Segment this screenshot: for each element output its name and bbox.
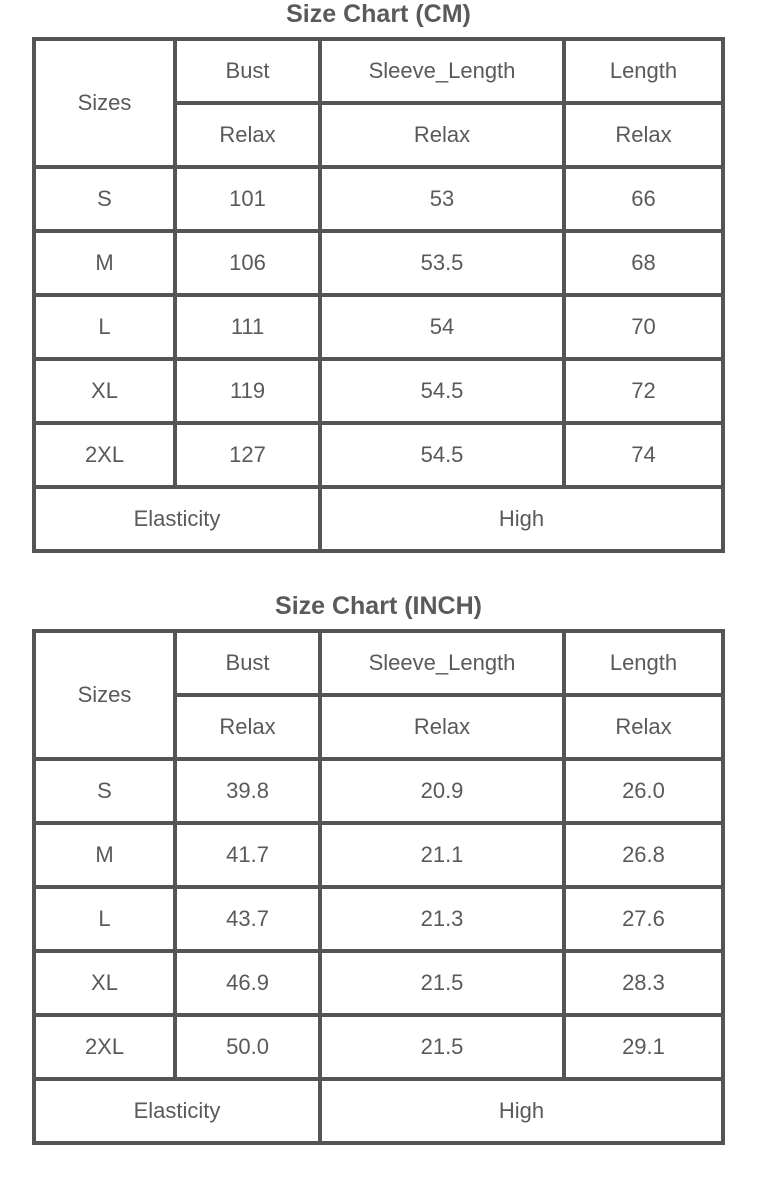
sleeve-cell: 54.5 xyxy=(320,359,564,423)
size-cell: M xyxy=(34,231,175,295)
table-row xyxy=(34,887,723,951)
sleeve-cell: 54 xyxy=(320,295,564,359)
table-row xyxy=(34,295,723,359)
bust-cell: 50.0 xyxy=(175,1015,320,1079)
length-cell: 72 xyxy=(564,359,723,423)
table-header-row xyxy=(34,631,723,695)
length-cell: 70 xyxy=(564,295,723,359)
sleeve-cell: 21.5 xyxy=(320,1015,564,1079)
sizes-header: Sizes xyxy=(34,39,175,167)
elasticity-label: Elasticity xyxy=(34,487,320,551)
length-header: Length xyxy=(564,631,723,695)
bust-subheader: Relax xyxy=(175,695,320,759)
sleeve-cell: 21.5 xyxy=(320,951,564,1015)
bust-cell: 41.7 xyxy=(175,823,320,887)
length-subheader: Relax xyxy=(564,695,723,759)
table-row xyxy=(34,231,723,295)
table-row xyxy=(34,759,723,823)
size-cell: 2XL xyxy=(34,1015,175,1079)
size-cell: S xyxy=(34,759,175,823)
size-cell: S xyxy=(34,167,175,231)
sleeve-cell: 53 xyxy=(320,167,564,231)
sleeve-length-header: Sleeve_Length xyxy=(320,631,564,695)
length-cell: 29.1 xyxy=(564,1015,723,1079)
bust-cell: 111 xyxy=(175,295,320,359)
size-cell: M xyxy=(34,823,175,887)
sleeve-cell: 21.1 xyxy=(320,823,564,887)
length-subheader: Relax xyxy=(564,103,723,167)
bust-cell: 127 xyxy=(175,423,320,487)
length-cell: 66 xyxy=(564,167,723,231)
size-table xyxy=(32,37,725,553)
length-cell: 27.6 xyxy=(564,887,723,951)
sleeve-cell: 54.5 xyxy=(320,423,564,487)
length-header: Length xyxy=(564,39,723,103)
bust-cell: 39.8 xyxy=(175,759,320,823)
sleeve-cell: 21.3 xyxy=(320,887,564,951)
length-cell: 26.8 xyxy=(564,823,723,887)
size-cell: L xyxy=(34,887,175,951)
sleeve-length-header: Sleeve_Length xyxy=(320,39,564,103)
size-table xyxy=(32,629,725,1145)
bust-header: Bust xyxy=(175,39,320,103)
table-row xyxy=(34,423,723,487)
bust-subheader: Relax xyxy=(175,103,320,167)
table-row xyxy=(34,1015,723,1079)
table-row xyxy=(34,359,723,423)
length-cell: 68 xyxy=(564,231,723,295)
table-footer-row xyxy=(34,1079,723,1143)
chart-title: Size Chart (INCH) xyxy=(275,592,482,620)
size-cell: 2XL xyxy=(34,423,175,487)
length-cell: 74 xyxy=(564,423,723,487)
sleeve-cell: 53.5 xyxy=(320,231,564,295)
elasticity-value: High xyxy=(320,487,723,551)
length-cell: 28.3 xyxy=(564,951,723,1015)
bust-cell: 101 xyxy=(175,167,320,231)
table-row xyxy=(34,951,723,1015)
table-header-row xyxy=(34,39,723,103)
bust-cell: 43.7 xyxy=(175,887,320,951)
sleeve-length-subheader: Relax xyxy=(320,695,564,759)
length-cell: 26.0 xyxy=(564,759,723,823)
bust-cell: 106 xyxy=(175,231,320,295)
sizes-header: Sizes xyxy=(34,631,175,759)
table-row xyxy=(34,167,723,231)
size-cell: L xyxy=(34,295,175,359)
chart-title: Size Chart (CM) xyxy=(286,0,471,28)
sleeve-cell: 20.9 xyxy=(320,759,564,823)
bust-cell: 46.9 xyxy=(175,951,320,1015)
table-footer-row xyxy=(34,487,723,551)
sleeve-length-subheader: Relax xyxy=(320,103,564,167)
elasticity-label: Elasticity xyxy=(34,1079,320,1143)
bust-cell: 119 xyxy=(175,359,320,423)
elasticity-value: High xyxy=(320,1079,723,1143)
table-row xyxy=(34,823,723,887)
size-cell: XL xyxy=(34,951,175,1015)
bust-header: Bust xyxy=(175,631,320,695)
size-cell: XL xyxy=(34,359,175,423)
